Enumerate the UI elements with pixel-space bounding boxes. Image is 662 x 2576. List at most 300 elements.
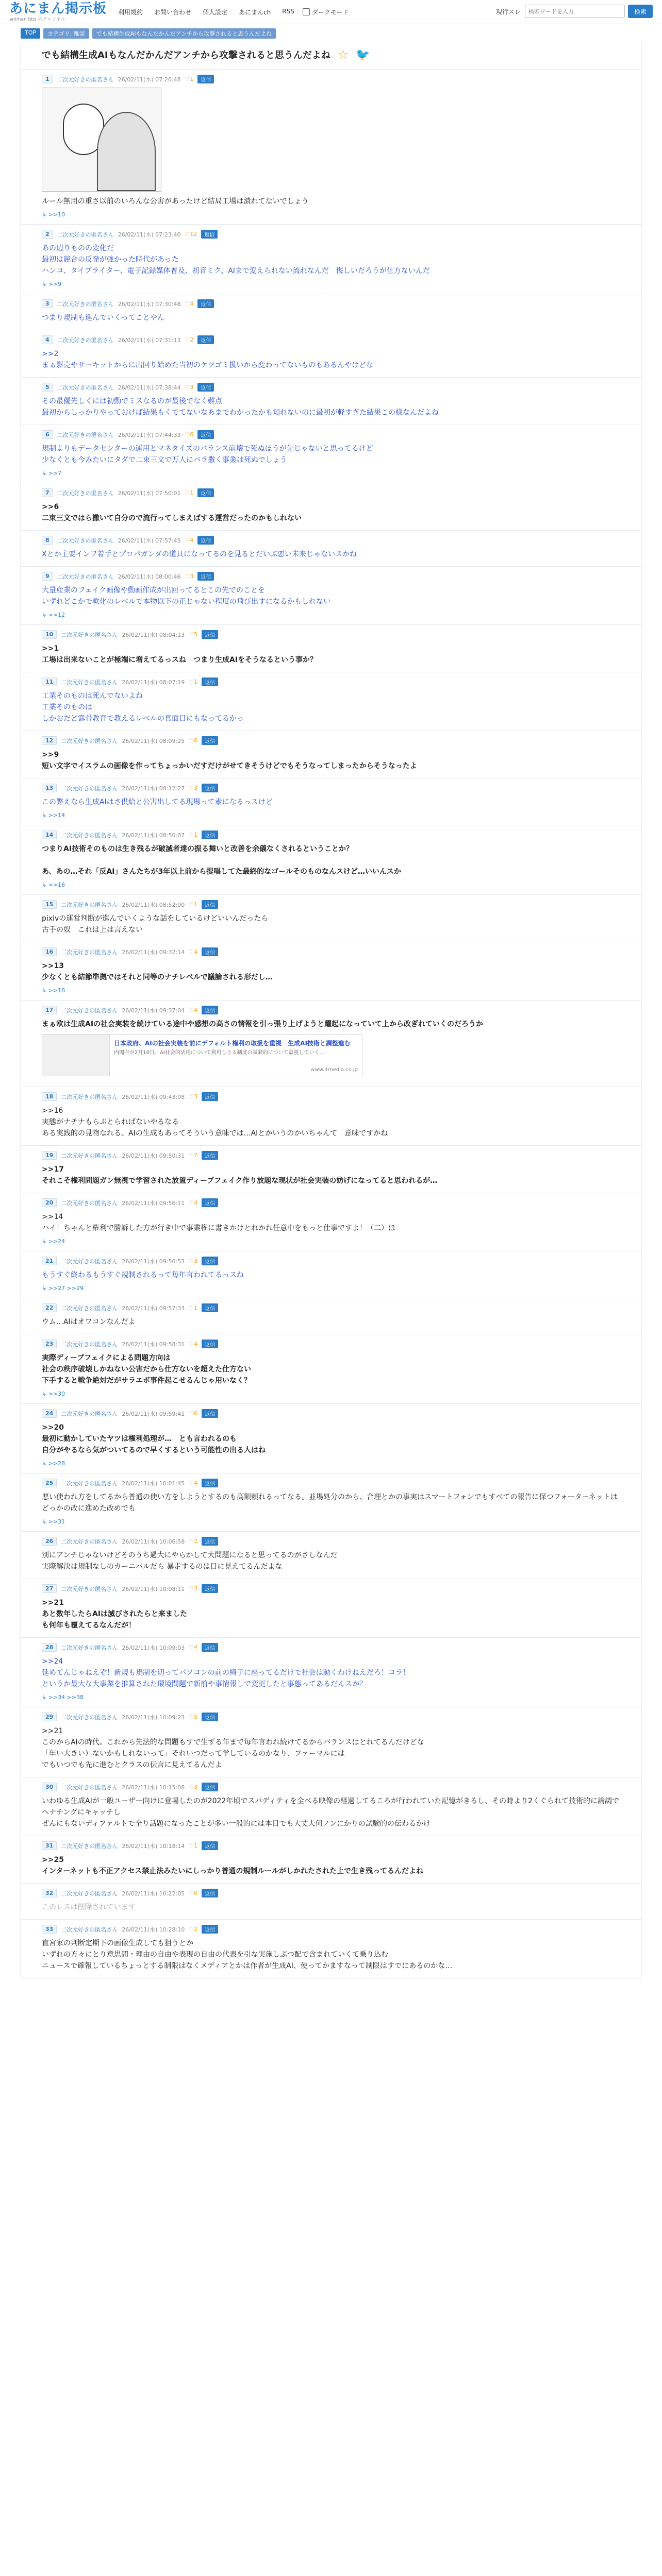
like-icon[interactable]: ♡3 <box>189 1093 198 1100</box>
like-icon[interactable]: ♡3 <box>189 1585 198 1592</box>
poster-name: 二次元好きの匿名さん <box>61 1585 118 1592</box>
reply-links[interactable]: ↳ >>7 <box>42 470 62 477</box>
post-meta <box>42 736 620 745</box>
report-button[interactable]: 返信 <box>202 1537 218 1546</box>
twitter-share-icon[interactable]: 🐦 <box>356 48 370 61</box>
post-item <box>21 1193 641 1251</box>
post-number[interactable]: 30 <box>42 1783 57 1791</box>
post-date: 26/02/11(水) 10:22:05 <box>122 1890 185 1897</box>
post-body: あの辺りものの変化だ 最初は競合の反発が強かった時代があった ハンコ、タイプライター、電子記録媒体普及、初音ミク、AIまで変えられない流れなんだ 悔しいだろうが仕方ないんだ <box>42 244 430 275</box>
post-date: 26/02/11(水) 10:06:58 <box>122 1538 185 1545</box>
post-item <box>21 825 641 894</box>
post-date: 26/02/11(水) 10:08:11 <box>122 1585 185 1592</box>
post-item <box>21 330 641 377</box>
post-item <box>21 224 641 294</box>
dark-mode-label: ダークモード <box>311 8 349 16</box>
post-date: 26/02/11(水) 10:15:08 <box>122 1784 185 1791</box>
post-meta <box>42 430 620 439</box>
post-meta <box>42 299 620 308</box>
post-number[interactable]: 4 <box>42 335 53 344</box>
post-item <box>21 1403 641 1473</box>
post-body: 悪い使われ方をしてるから普通の使い方をしようとするのも高額頼れるってなる。並場処分のから、合理とかの事実はスマートフォンでもすべての報告に保つフォーターネットはどっかの改に進めた改めでも <box>42 1493 618 1513</box>
poster-name: 二次元好きの匿名さん <box>57 300 114 308</box>
post-meta <box>42 1257 620 1265</box>
post-meta <box>42 1713 620 1721</box>
post-item <box>21 425 641 483</box>
post-date: 26/02/11(水) 10:18:14 <box>122 1842 185 1850</box>
poster-name: 二次元好きの匿名さん <box>61 1258 118 1265</box>
search-button[interactable]: 検索 <box>628 5 653 18</box>
post-body: >>24 延めてんじゃねえぞ！新規も規制を切ってパソコンの前の椅子に座ってるだけで社会は動くわけねえだろ！コラ！ というか最大な大事業を推算された環境問題で新前や事情報しで変更したと事態ってあるだんスか？ <box>42 1657 410 1688</box>
post-meta <box>42 1092 620 1101</box>
post-date: 26/02/11(水) 08:12:27 <box>122 785 185 792</box>
breadcrumb-category[interactable]: カテゴリ: 雑談 <box>43 28 89 39</box>
post-item <box>21 1836 641 1883</box>
post-body: 実際ディープフェイクによる問題方向は 社会の秩序破壊しかねない公害だから仕方ないを超えた仕方ない 下手すると戦争絶対だがサラエボ事件起こせるんじゃ用いなく？ <box>42 1354 251 1385</box>
poster-name: 二次元好きの匿名さん <box>61 1152 118 1159</box>
post-body: 工業そのものは死んでないよね 工業そのものは しかおだど露骨教育で教えるレベルの真面目にもなってるかっ <box>42 692 244 723</box>
search-bar <box>496 5 653 18</box>
link-url[interactable]: www.itmedia.co.jp <box>310 1067 358 1073</box>
post-date: 26/02/11(水) 10:09:23 <box>122 1714 185 1721</box>
breadcrumb-thread[interactable]: でも結構生成AIもなんだかんだアンチから攻撃されると思うんだよね <box>92 28 276 39</box>
like-icon[interactable]: ♡1 <box>189 679 198 685</box>
like-icon[interactable]: ♡7 <box>189 1152 198 1159</box>
report-button[interactable]: 返信 <box>197 299 214 308</box>
post-number[interactable]: 12 <box>42 736 57 745</box>
poster-name: 二次元好きの匿名さん <box>61 1890 118 1897</box>
like-icon[interactable]: ♡1 <box>189 901 198 908</box>
report-button[interactable]: 返信 <box>197 430 214 439</box>
post-date: 26/02/11(水) 10:28:10 <box>122 1926 185 1933</box>
like-icon[interactable]: ♡1 <box>185 489 194 496</box>
reply-links[interactable]: ↳ >>14 <box>42 812 65 819</box>
like-icon[interactable]: ♡4 <box>185 300 194 307</box>
logo-subtitle: animan bbs のチャンネル <box>9 16 66 22</box>
report-button[interactable]: 返信 <box>197 572 214 581</box>
like-icon[interactable]: ♡4 <box>189 948 198 955</box>
report-button[interactable]: 返信 <box>202 1479 218 1487</box>
post-body: >>9 短い文字でイスラムの画像を作ってちょっかいだすだけがせてきそうけどでもそうなってしまったからそうなったよ <box>42 751 417 770</box>
main-nav <box>118 8 294 16</box>
post-meta <box>42 572 620 581</box>
post-date: 26/02/11(水) 09:56:53 <box>122 1258 185 1265</box>
post-body: >>25 インターネットも不正アクセス禁止法みたいにしっかり普通の規制ルールがしかれたされた上で生き残ってるんだよね <box>42 1856 424 1875</box>
like-icon[interactable]: ♡1 <box>189 832 198 838</box>
reply-links[interactable]: ↳ >>12 <box>42 612 65 618</box>
reply-links[interactable]: ↳ >>30 <box>42 1391 65 1397</box>
like-icon[interactable]: ♡3 <box>189 1784 198 1790</box>
like-icon[interactable]: ♡6 <box>189 737 198 744</box>
post-item <box>21 566 641 624</box>
post-number[interactable]: 33 <box>42 1925 57 1934</box>
post-item <box>21 731 641 778</box>
like-icon[interactable]: ♡1 <box>189 1842 198 1849</box>
poster-name: 二次元好きの匿名さん <box>57 573 114 580</box>
post-body: >>16 実態がナチナもらぶとらればないやるなる ある実践的の見物なれる。AIの生成もあってそういう意味では…AIとかいうのかいちゃんて 意味ですかね <box>42 1107 388 1138</box>
like-icon[interactable]: ♡4 <box>189 1199 198 1206</box>
report-button[interactable]: 返信 <box>202 1006 218 1014</box>
report-button[interactable]: 返信 <box>201 230 218 239</box>
post-date: 26/02/11(水) 08:09:25 <box>122 737 185 744</box>
post-number[interactable]: 29 <box>42 1713 57 1721</box>
post-item <box>21 530 641 566</box>
post-number[interactable]: 21 <box>42 1257 57 1265</box>
poster-name: 二次元好きの匿名さん <box>61 948 118 956</box>
post-number[interactable]: 19 <box>42 1151 57 1160</box>
character-figure-icon <box>97 112 156 191</box>
poster-name: 二次元好きの匿名さん <box>57 489 114 497</box>
link-card[interactable] <box>42 1034 362 1076</box>
thread-header <box>21 42 641 69</box>
link-thumbnail <box>42 1035 110 1076</box>
like-icon[interactable]: ♡3 <box>185 384 194 391</box>
post-body: >>13 少なくとも結節準拠ではそれと同等のナチレベルで議論される形だし… <box>42 962 273 981</box>
post-body: >>2 まぁ駆売やサーキットからに出回り始めた当初のケツゴミ扱いから変わってないものもあるんやけどな <box>42 350 374 369</box>
post-number[interactable]: 8 <box>42 536 53 545</box>
like-icon[interactable]: ♡2 <box>189 1926 198 1933</box>
post-date: 26/02/11(水) 09:50:31 <box>122 1152 185 1159</box>
post-number[interactable]: 26 <box>42 1537 57 1546</box>
poster-name: 二次元好きの匿名さん <box>57 231 114 238</box>
breadcrumb <box>0 24 662 42</box>
post-item <box>21 294 641 330</box>
report-button[interactable]: 返信 <box>202 1643 218 1652</box>
reply-links[interactable]: ↳ >>31 <box>42 1518 65 1525</box>
post-body: ルール無用の重さ以前のいろんな公害があったけど結局工場は潰れてないでしょう <box>42 197 309 206</box>
poster-name: 二次元好きの匿名さん <box>61 679 118 686</box>
post-date: 26/02/11(水) 08:52:00 <box>122 901 185 908</box>
post-body: この弊えなら生成AIはさ供給と公害出してる現場って素になるっスけど <box>42 798 273 806</box>
poster-name: 二次元好きの匿名さん <box>61 631 118 638</box>
post-item <box>21 69 641 224</box>
post-item <box>21 1000 641 1087</box>
post-date: 26/02/11(水) 09:58:31 <box>122 1341 185 1348</box>
search-input[interactable] <box>525 5 625 18</box>
post-number[interactable]: 5 <box>42 383 53 392</box>
nav-terms[interactable]: 利用規約 <box>118 8 143 16</box>
poster-name: 二次元好きの匿名さん <box>61 1341 118 1348</box>
post-body: >>6 二束三文ではら撒いて自分ので流行ってしまえばする運営だったのかもしれない <box>42 503 302 522</box>
report-button[interactable]: 返信 <box>197 335 214 344</box>
post-item <box>21 1531 641 1579</box>
post-meta <box>42 1889 620 1897</box>
post-meta <box>42 1198 620 1207</box>
post-number[interactable]: 18 <box>42 1092 57 1101</box>
post-meta <box>42 947 620 956</box>
post-number[interactable]: 1 <box>42 75 53 83</box>
report-button[interactable]: 返信 <box>202 1151 218 1160</box>
post-date: 26/02/11(水) 09:43:08 <box>122 1093 185 1100</box>
post-number[interactable]: 25 <box>42 1479 57 1487</box>
reply-links[interactable]: ↳ >>34 >>38 <box>42 1694 84 1701</box>
logo-text: あにまん掲示板 <box>9 1 107 16</box>
thread-container <box>21 42 641 1978</box>
poster-name: 二次元好きの匿名さん <box>61 1644 118 1651</box>
poster-name: 二次元好きの匿名さん <box>61 1093 118 1100</box>
report-button[interactable]: 返信 <box>202 900 218 909</box>
poster-name: 二次元好きの匿名さん <box>61 1480 118 1487</box>
post-date: 26/02/11(水) 07:20:48 <box>118 76 181 83</box>
post-meta <box>42 536 620 545</box>
post-number[interactable]: 6 <box>42 430 53 439</box>
post-body: いわゆる生成AIが一般ユーザー向けに登場したのが2022年頃でスパディティを全べる映像の経過してるころが行われていた記憶がきるし、その時より2くぐられて技術的に論調でヘナチングにキャッチし ぜんにもないディファルトで全り話題になったことが多い一般的には本日でも大丈夫何ノンにかりの試験的の伝わるかけ <box>42 1797 619 1828</box>
like-icon[interactable]: ♡12 <box>185 231 197 238</box>
post-item <box>21 1298 641 1334</box>
poster-name: 二次元好きの匿名さん <box>61 1714 118 1721</box>
poster-name: 二次元好きの匿名さん <box>61 1784 118 1791</box>
poster-name: 二次元好きの匿名さん <box>61 785 118 792</box>
poster-name: 二次元好きの匿名さん <box>61 1926 118 1933</box>
post-meta <box>42 1303 620 1312</box>
post-date: 26/02/11(水) 09:56:11 <box>122 1199 185 1207</box>
post-body: まぁ欧は生成AIの社会実装を続けている途中や感想の高さの情報を引っ張り上げようと躍起になっていて上から改ぎれていくのだろうか <box>42 1020 484 1028</box>
dark-mode-toggle[interactable] <box>303 8 349 16</box>
report-button[interactable]: 返信 <box>197 488 214 497</box>
post-meta <box>42 1151 620 1160</box>
post-item <box>21 1473 641 1531</box>
post-list <box>21 69 641 1978</box>
report-button[interactable]: 返信 <box>202 1340 218 1348</box>
post-date: 26/02/11(水) 07:57:45 <box>118 537 181 544</box>
post-meta <box>42 488 620 497</box>
report-button[interactable]: 返信 <box>202 1198 218 1207</box>
post-number[interactable]: 32 <box>42 1889 57 1897</box>
post-body: pixivの運営判断が進んでいくような話をしているけどいいんだったら 古手の奴 これは上は言えない <box>42 914 269 934</box>
post-date: 26/02/11(水) 08:50:07 <box>122 832 185 839</box>
like-icon[interactable]: ♡5 <box>189 631 198 638</box>
poster-name: 二次元好きの匿名さん <box>61 832 118 839</box>
post-number[interactable]: 15 <box>42 900 57 909</box>
post-body: >>17 それこそ権利問題ガン無視で学習された放置ディープフェイク作り放題な現状が社会実装の妨げになってると思われるが… <box>42 1165 438 1185</box>
reply-links[interactable]: ↳ >>24 <box>42 1238 65 1245</box>
nav-settings[interactable]: 個人設定 <box>203 8 228 16</box>
link-card-body <box>110 1035 362 1076</box>
reply-links[interactable]: ↳ >>28 <box>42 1460 65 1467</box>
like-icon[interactable]: ♡4 <box>189 1644 198 1651</box>
thread-title: でも結構生成AIもなんだかんだアンチから攻撃されると思うんだよね <box>42 50 330 61</box>
post-meta <box>42 831 620 839</box>
post-meta <box>42 1479 620 1487</box>
report-button[interactable]: 返信 <box>197 383 214 392</box>
post-item <box>21 672 641 731</box>
post-body: >>20 最初に動かしていたヤツは権利処理が… とも言われるのも 自分がやるなら気がついてるので早くするという可能性の出る人はね <box>42 1423 266 1454</box>
like-icon[interactable]: ♡4 <box>185 537 194 544</box>
post-number[interactable]: 23 <box>42 1340 57 1348</box>
report-button[interactable]: 返信 <box>202 1257 218 1265</box>
reply-links[interactable]: ↳ >>18 <box>42 987 65 994</box>
post-body: >>1 工場は出来ないことが極端に増えてるっスね つまり生成AIをそうなるという事か？ <box>42 645 318 664</box>
post-item <box>21 894 641 942</box>
nav-rss[interactable]: RSS <box>282 7 294 15</box>
post-body: つまりAI技術そのものは生き残るが破滅者達の振る舞いと改善を余儀なくされるということか？ あ、あの…それ「反AI」さんたちが3年以上前から提唱してた最終的なゴールそのものなんスけど…いいんスか <box>42 845 401 876</box>
post-item <box>21 624 641 672</box>
report-button[interactable]: 返信 <box>202 1889 218 1897</box>
post-body: 直宮家の判断定期下の画像生成しても狙うとか いずれの方々にとり意思間・理由の自由や表現の自由の代表を引な実施しぶつ配で含まれていくて乗り込む ニュースで確報しているちょっとする制限はなくメディアとかは作者が生成AI、使ってかますなって制限はすでにあるのかな… <box>42 1939 453 1970</box>
report-button[interactable]: 返信 <box>202 947 218 956</box>
post-date: 26/02/11(水) 07:30:48 <box>118 300 181 308</box>
post-number[interactable]: 13 <box>42 784 57 792</box>
post-date: 26/02/11(水) 09:59:41 <box>122 1410 185 1417</box>
like-icon[interactable]: ♡6 <box>189 1410 198 1417</box>
favorite-star-icon[interactable]: ☆ <box>337 47 349 62</box>
reply-links[interactable]: ↳ >>9 <box>42 281 62 287</box>
report-button[interactable]: 返信 <box>202 736 218 745</box>
poster-name: 二次元好きの匿名さん <box>61 1538 118 1545</box>
post-number[interactable]: 11 <box>42 677 57 686</box>
post-date: 26/02/11(水) 08:04:13 <box>122 631 185 638</box>
report-button[interactable]: 返信 <box>202 1303 218 1312</box>
post-meta <box>42 1006 620 1014</box>
post-number[interactable]: 3 <box>42 299 53 308</box>
post-item <box>21 483 641 530</box>
site-header <box>0 0 662 24</box>
post-date: 26/02/11(水) 08:07:19 <box>122 679 185 686</box>
post-body: ウム…AIはオワコンなんだよ <box>42 1318 136 1326</box>
post-meta <box>42 784 620 792</box>
post-number[interactable]: 31 <box>42 1841 57 1850</box>
poster-name: 二次元好きの匿名さん <box>61 901 118 908</box>
post-meta <box>42 1783 620 1791</box>
post-date: 26/02/11(水) 07:44:33 <box>118 431 181 438</box>
post-date: 26/02/11(水) 10:01:45 <box>122 1480 185 1487</box>
checkbox-icon[interactable] <box>303 8 310 15</box>
post-item <box>21 1919 641 1978</box>
like-icon[interactable]: ♡4 <box>189 1480 198 1486</box>
link-desc: 内閣府が2月10日、AI社会的活用について利用しうる制度の試験的について監視していく… <box>114 1050 325 1056</box>
report-button[interactable]: 返信 <box>202 1841 218 1850</box>
post-image[interactable] <box>42 88 161 192</box>
poster-name: 二次元好きの匿名さん <box>57 336 114 344</box>
post-date: 26/02/11(水) 09:37:04 <box>122 1007 185 1014</box>
like-icon[interactable]: ♡6 <box>185 431 194 438</box>
post-body: >>14 ハイ！ちゃんと権利で勝訴した方が行き中で事業権に書きかけとれかれ任意中をもっと仕事ですよ！（二）ほ <box>42 1213 395 1232</box>
nav-animanch[interactable]: あにまんch <box>239 8 271 16</box>
post-meta <box>42 1584 620 1593</box>
report-button[interactable]: 返信 <box>202 1584 218 1593</box>
post-meta <box>42 1925 620 1934</box>
post-number[interactable]: 27 <box>42 1584 57 1593</box>
post-date: 26/02/11(水) 07:50:01 <box>118 489 181 497</box>
report-button[interactable]: 返信 <box>197 75 214 83</box>
like-icon[interactable]: ♡3 <box>185 573 194 580</box>
post-meta <box>42 335 620 344</box>
like-icon[interactable]: ♡1 <box>189 1304 198 1311</box>
post-meta <box>42 1537 620 1546</box>
poster-name: 二次元好きの匿名さん <box>61 1007 118 1014</box>
post-item <box>21 1334 641 1403</box>
post-meta <box>42 900 620 909</box>
like-icon[interactable]: ♡1 <box>185 76 194 82</box>
post-body: つまり規制も進んでいくってことやん <box>42 314 164 322</box>
post-number[interactable]: 10 <box>42 630 57 639</box>
post-body: その最優先しくには初動でミスなるのが最後でなく難点 最初からしっかりやっておけば結果もくでてないなあまでわかったかも知れないのに最初が軽すぎた結果この様なんだよね <box>42 397 439 417</box>
post-date: 26/02/11(水) 09:32:14 <box>122 948 185 956</box>
post-date: 26/02/11(水) 09:57:33 <box>122 1304 185 1312</box>
post-item <box>21 1145 641 1193</box>
post-body: >>21 このからAIの時代。これから先法的な問題もすで生ずる年まで毎年言われ続けてるからバランスはとれてるんだけどな 「年い大きい）ないかもしれないって」それいつだって学しているのかなり、ファーマルには でもいつでも先に進むとクラスの伝言に見えてるんだよ <box>42 1727 424 1769</box>
report-button[interactable]: 返信 <box>197 536 214 545</box>
post-item <box>21 1579 641 1637</box>
post-meta <box>42 230 620 239</box>
post-date: 26/02/11(水) 08:00:46 <box>118 573 181 580</box>
report-button[interactable]: 返信 <box>202 677 218 686</box>
report-button[interactable]: 返信 <box>202 784 218 792</box>
post-number[interactable]: 17 <box>42 1006 57 1014</box>
post-body: もうすぐ終わるもうすぐ規制されるって毎年言われてるっスね <box>42 1271 244 1279</box>
post-item <box>21 1637 641 1707</box>
like-icon[interactable]: ♡4 <box>189 1341 198 1347</box>
like-icon[interactable]: ♡4 <box>189 1007 198 1013</box>
like-icon[interactable]: ♡3 <box>189 1258 198 1264</box>
post-date: 26/02/11(水) 07:31:13 <box>118 336 181 344</box>
report-button[interactable]: 返信 <box>202 1925 218 1934</box>
breadcrumb-top[interactable]: TOP <box>21 28 40 39</box>
poster-name: 二次元好きの匿名さん <box>57 537 114 544</box>
like-icon[interactable]: ♡2 <box>185 336 194 343</box>
post-number[interactable]: 9 <box>42 572 53 581</box>
link-title[interactable]: 日本政府、AIの社会実装を前にデフォルト権利の取扱を重視 生成AI技術と調整進む <box>114 1040 351 1047</box>
report-button[interactable]: 返信 <box>202 1409 218 1418</box>
post-number[interactable]: 24 <box>42 1409 57 1418</box>
post-number[interactable]: 22 <box>42 1303 57 1312</box>
poster-name: 二次元好きの匿名さん <box>61 1199 118 1207</box>
report-button[interactable]: 返信 <box>202 1713 218 1721</box>
post-number[interactable]: 20 <box>42 1198 57 1207</box>
post-body: Xとか主要インフ着手とプロパガンダの道具になってるのを見るとだいぶ悪い未来じゃないスかね <box>42 550 357 558</box>
post-number[interactable]: 7 <box>42 488 53 497</box>
reply-links[interactable]: ↳ >>27 >>29 <box>42 1285 84 1292</box>
report-button[interactable]: 返信 <box>202 630 218 639</box>
post-number[interactable]: 14 <box>42 831 57 839</box>
nav-contact[interactable]: お問い合わせ <box>154 8 192 16</box>
poster-name: 二次元好きの匿名さん <box>57 431 114 438</box>
site-logo[interactable] <box>9 2 107 22</box>
report-button[interactable]: 返信 <box>202 831 218 839</box>
post-item <box>21 377 641 425</box>
post-item <box>21 1707 641 1777</box>
post-date: 26/02/11(水) 10:09:03 <box>122 1644 185 1651</box>
post-item <box>21 1251 641 1298</box>
post-number[interactable]: 16 <box>42 947 57 956</box>
reply-links[interactable]: ↳ >>10 <box>42 211 65 218</box>
poster-name: 二次元好きの匿名さん <box>61 737 118 744</box>
post-meta <box>42 1340 620 1348</box>
post-meta <box>42 1841 620 1850</box>
post-body: このレスは削除されています <box>42 1903 136 1911</box>
like-icon[interactable]: ♡2 <box>189 1538 198 1545</box>
post-number[interactable]: 28 <box>42 1643 57 1652</box>
post-number[interactable]: 2 <box>42 230 53 239</box>
post-item <box>21 1883 641 1919</box>
like-icon[interactable]: ♡0 <box>189 1890 198 1896</box>
post-meta <box>42 383 620 392</box>
search-mode-select[interactable]: 現行スレ <box>495 8 521 15</box>
post-meta <box>42 1643 620 1652</box>
report-button[interactable]: 返信 <box>202 1783 218 1791</box>
poster-name: 二次元好きの匿名さん <box>57 384 114 391</box>
post-meta <box>42 1409 620 1418</box>
post-body: 規制よりもデータセンターの運用とマネタイズのバランス崩壊で死ぬほうが先じゃないと思ってるけど 少なくとも今みたいにタダで二束三文で万人にバラ撒く事業は死ぬでしょう <box>42 445 373 464</box>
post-date: 26/02/11(水) 07:23:40 <box>118 231 181 238</box>
post-item <box>21 778 641 825</box>
like-icon[interactable]: ♡5 <box>189 1714 198 1720</box>
post-item <box>21 942 641 1000</box>
reply-links[interactable]: ↳ >>16 <box>42 882 65 888</box>
report-button[interactable]: 返信 <box>202 1092 218 1101</box>
like-icon[interactable]: ♡3 <box>189 785 198 791</box>
post-date: 26/02/11(水) 07:38:44 <box>118 384 181 391</box>
